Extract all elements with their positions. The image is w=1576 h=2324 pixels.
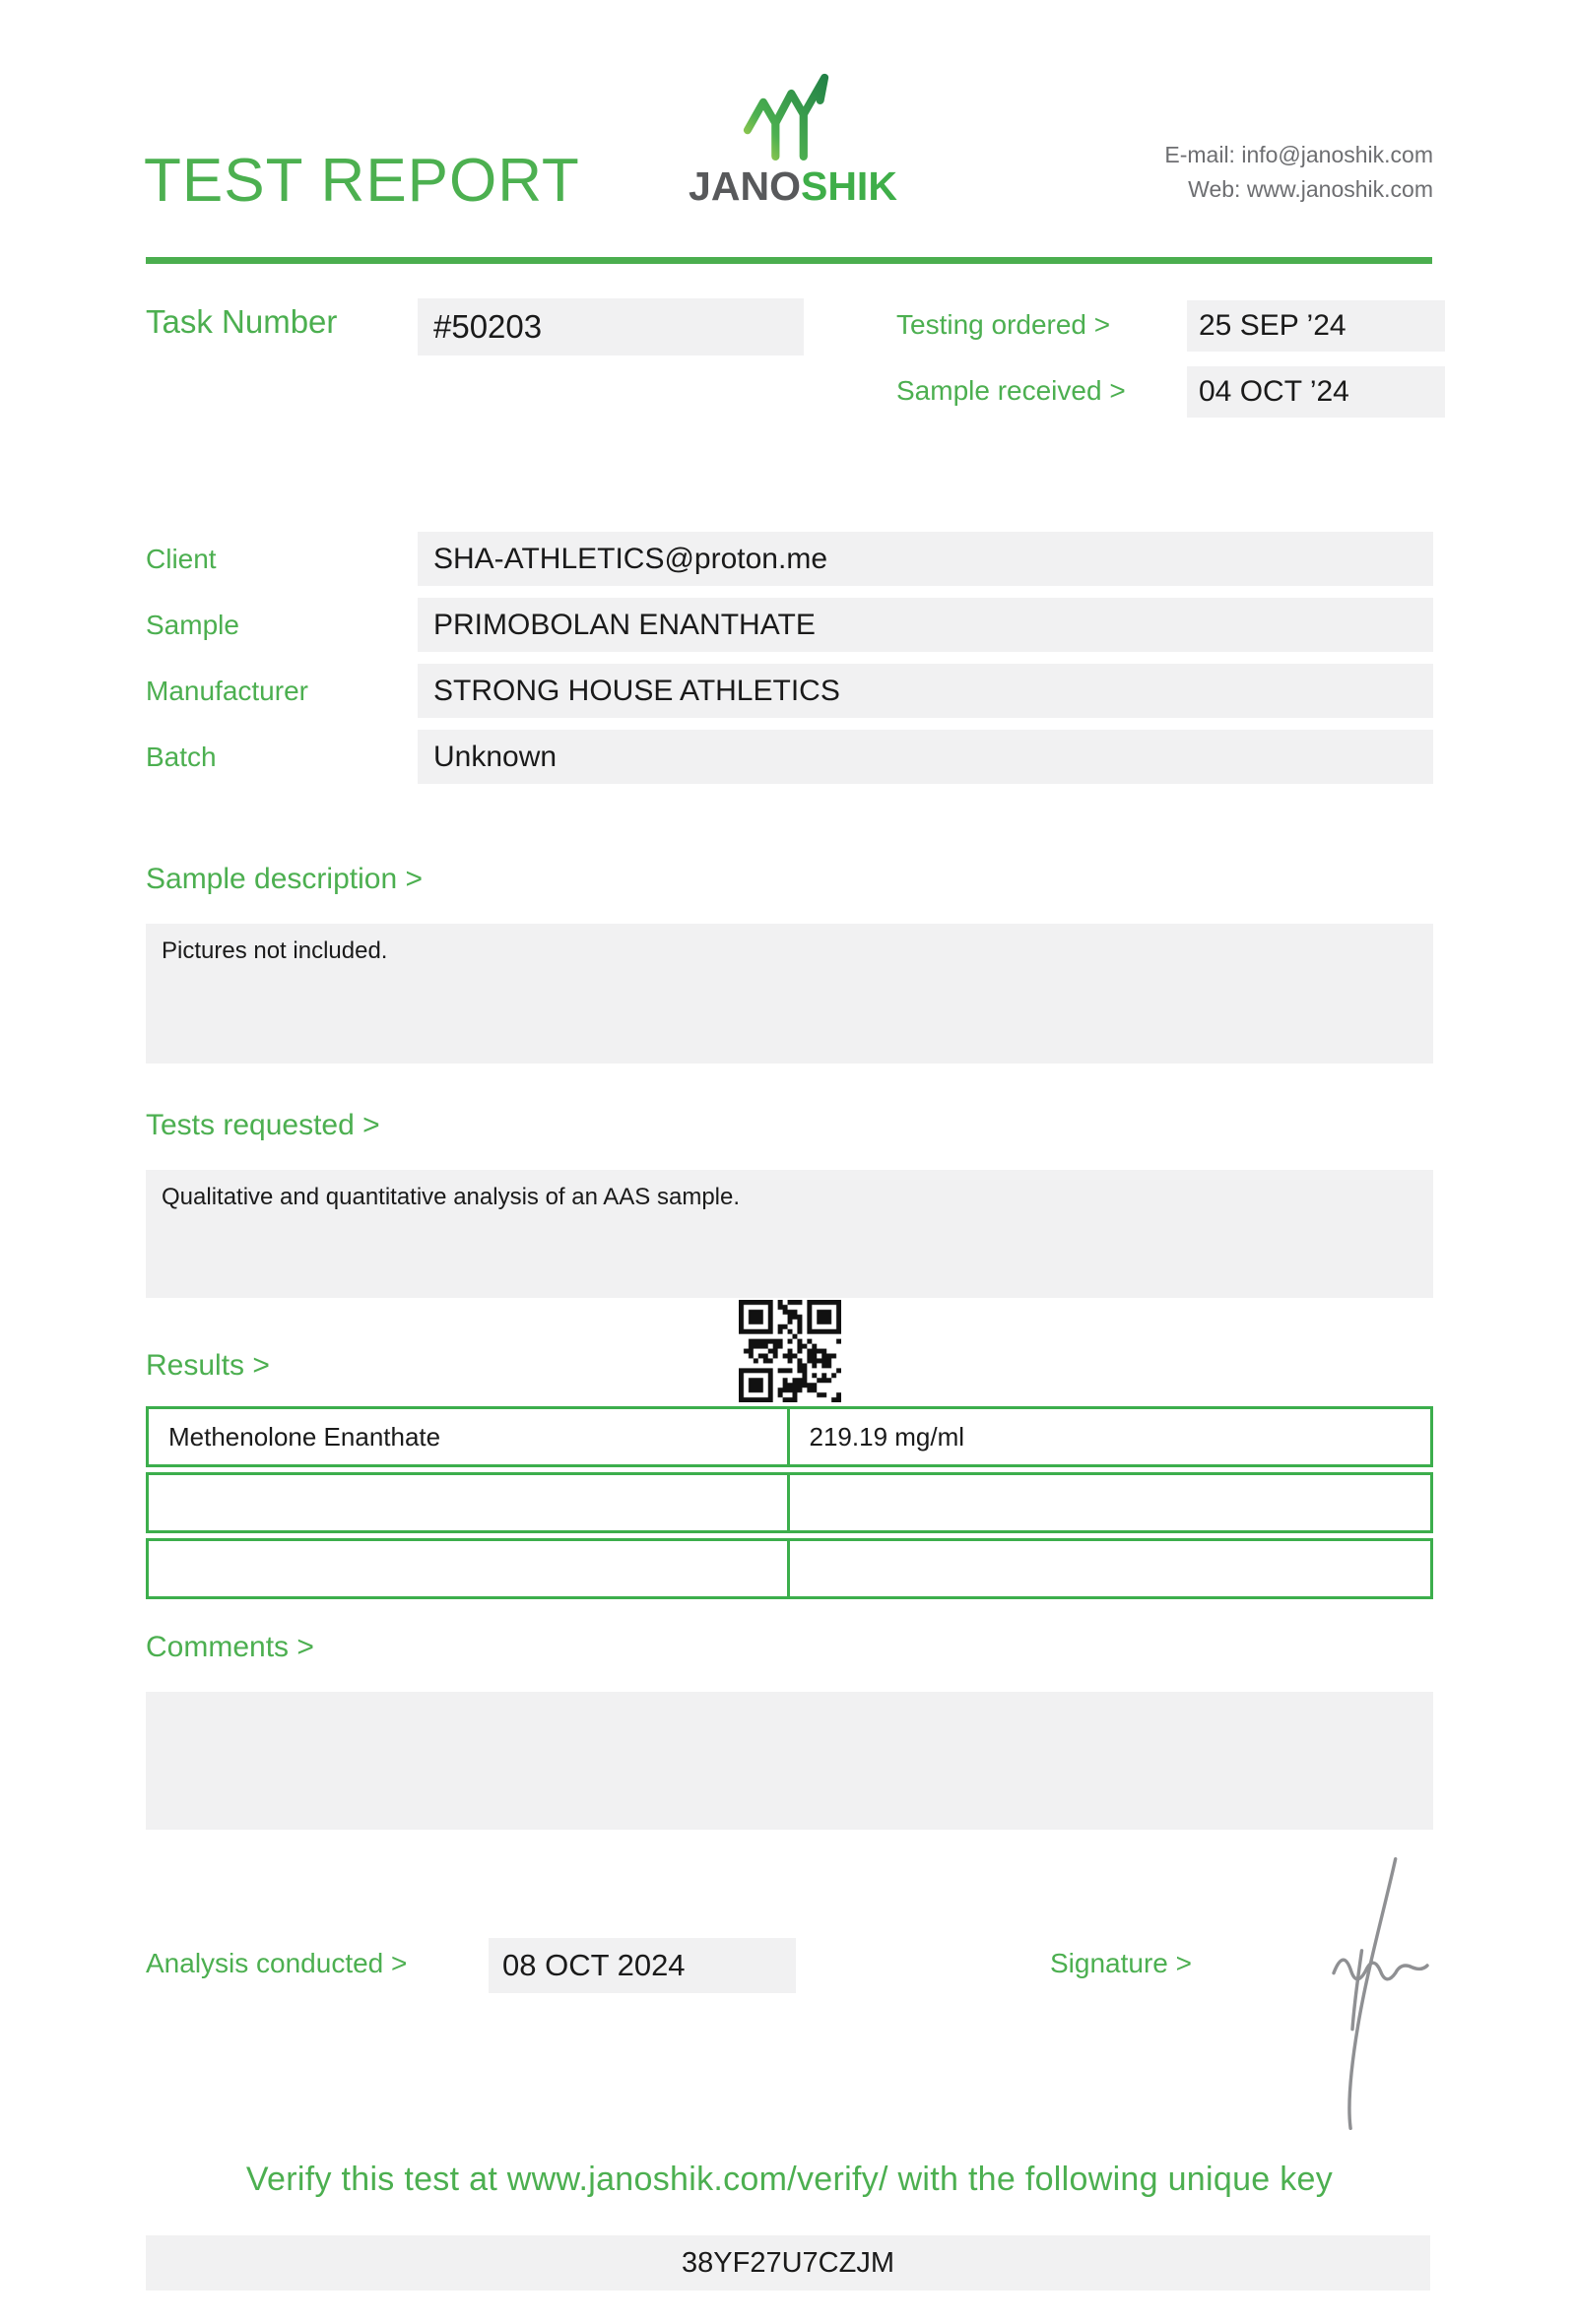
client-value: SHA-ATHLETICS@proton.me [418,532,1433,586]
verify-key: 38YF27U7CZJM [146,2235,1430,2291]
sample-description-box: Pictures not included. [146,924,1433,1064]
batch-value: Unknown [418,730,1433,784]
janoshik-chart-logo-icon [731,69,841,168]
comments-box [146,1692,1433,1830]
result-amount [790,1475,1431,1530]
results-title: Results > [146,1349,270,1382]
sample-received-value: 04 OCT ’24 [1187,366,1445,418]
results-row [146,1538,1433,1599]
manufacturer-value: STRONG HOUSE ATHLETICS [418,664,1433,718]
results-row [146,1406,1433,1467]
sample-value: PRIMOBOLAN ENANTHATE [418,598,1433,652]
janoshik-wordmark [680,163,906,210]
contact-block [1164,138,1433,207]
qr-code [739,1300,841,1402]
batch-label: Batch [146,742,217,772]
page-title: TEST REPORT [144,147,580,215]
testing-ordered-label: Testing ordered > [896,309,1111,340]
sample-label: Sample [146,610,239,640]
manufacturer-label: Manufacturer [146,676,308,706]
header-divider [146,257,1432,264]
contact-email: E-mail: info@janoshik.com [1164,142,1433,167]
analysis-conducted-value: 08 OCT 2024 [489,1938,796,1993]
tests-requested-box: Qualitative and quantitative analysis of an AAS sample. [146,1170,1433,1298]
sample-received-label: Sample received > [896,375,1126,406]
results-row [146,1472,1433,1533]
task-number-label: Task Number [146,303,338,340]
result-substance [149,1541,790,1596]
client-label: Client [146,544,217,574]
result-substance: Methenolone Enanthate [149,1409,790,1464]
signature-scribble [1276,1853,1448,2139]
verify-text: Verify this test at www.janoshik.com/verify/ with the following unique key [245,2161,1334,2198]
sample-description-title: Sample description > [146,863,423,895]
contact-web: Web: www.janoshik.com [1188,176,1433,202]
result-amount [790,1541,1431,1596]
signature-label: Signature > [1050,1948,1192,1978]
wordmark-gray: JANO [689,163,801,209]
result-amount: 219.19 mg/ml [809,1422,965,1452]
comments-title: Comments > [146,1631,314,1663]
result-substance [149,1475,790,1530]
analysis-conducted-label: Analysis conducted > [146,1948,408,1978]
tests-requested-title: Tests requested > [146,1109,380,1141]
wordmark-green: SHIK [800,163,897,209]
task-number-value: #50203 [418,298,804,355]
results-table [146,1406,1433,1604]
testing-ordered-value: 25 SEP ’24 [1187,300,1445,352]
